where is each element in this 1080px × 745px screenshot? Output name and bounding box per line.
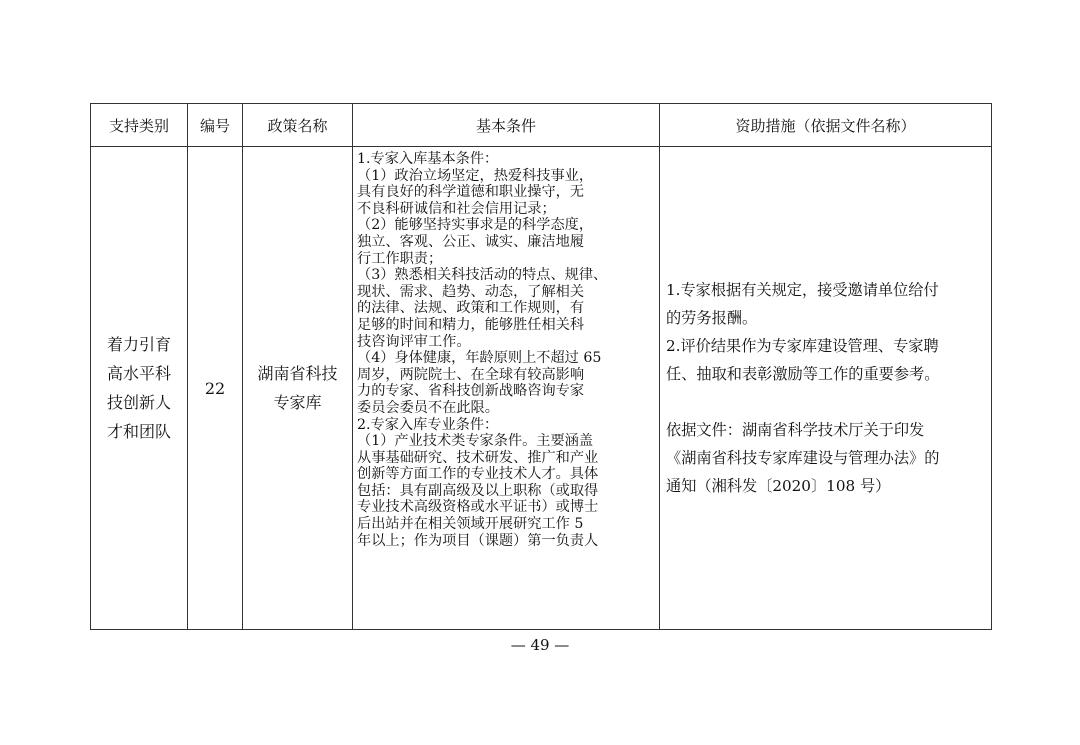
header-number: 编号: [188, 104, 243, 147]
support-category-text: 着力引育 高水平科 技创新人 才和团队: [106, 335, 171, 441]
table-row: [91, 147, 992, 630]
header-policy-name: 政策名称: [243, 104, 353, 147]
basic-conditions-text: 1.专家入库基本条件： （1）政治立场坚定，热爱科技事业， 具有良好的科学道德和职业操守，无 不良科研诚信和社会信用记录； （2）能够坚持实事求是的科学态度， 独立、客观、公正、诚实、廉洁地履 行工作职责； （3）熟悉相关科技活动的特点、规律、 现状、需求、趋势、动态，了解相关 的法律、法规、政策和工作规则，有 足够的时间和精力，能够胜任相关科 技咨询评审工作。 （4）身体健康，年龄原则上不超过 65 周岁，两院院士、在全球有较高影响 力的专家、省科技创新战略咨询专家 委员会委员不在此限。 2.专家入库专业条件： （1）产业技术类专家条件。主要涵盖 从事基础研究、技术研发、推广和产业 创新等方面工作的专业技术人才。具体 包括：具有副高级及以上职称（或取得 专业技术高级资格或水平证书）或博士 后出站并在相关领域开展研究工作 5 年以上；作为项目（课题）第一负责人: [357, 151, 608, 549]
header-basic-conditions: 基本条件: [353, 104, 660, 147]
cell-support-category: [91, 147, 188, 630]
table-header-row: [91, 104, 992, 147]
cell-support-measures: [660, 147, 992, 630]
header-support-measures: 资助措施（依据文件名称）: [660, 104, 992, 147]
cell-number: 22: [188, 147, 243, 630]
cell-basic-conditions: [353, 147, 660, 630]
cell-policy-name: [243, 147, 353, 630]
support-measures-text: 1.专家根据有关规定，接受邀请单位给付 的劳务报酬。 2.评价结果作为专家库建设管理、专家聘 任、抽取和表彰激励等工作的重要参考。 依据文件：湖南省科学技术厅关于印发 《湖南省科技专家库建设与管理办法》的 通知（湘科发〔2020〕108 号）: [666, 281, 940, 495]
policy-name-text: 湖南省科技 专家库: [257, 364, 338, 412]
page-number: — 49 —: [510, 636, 570, 654]
header-support-category: 支持类别: [91, 104, 188, 147]
policy-table: [90, 103, 992, 630]
